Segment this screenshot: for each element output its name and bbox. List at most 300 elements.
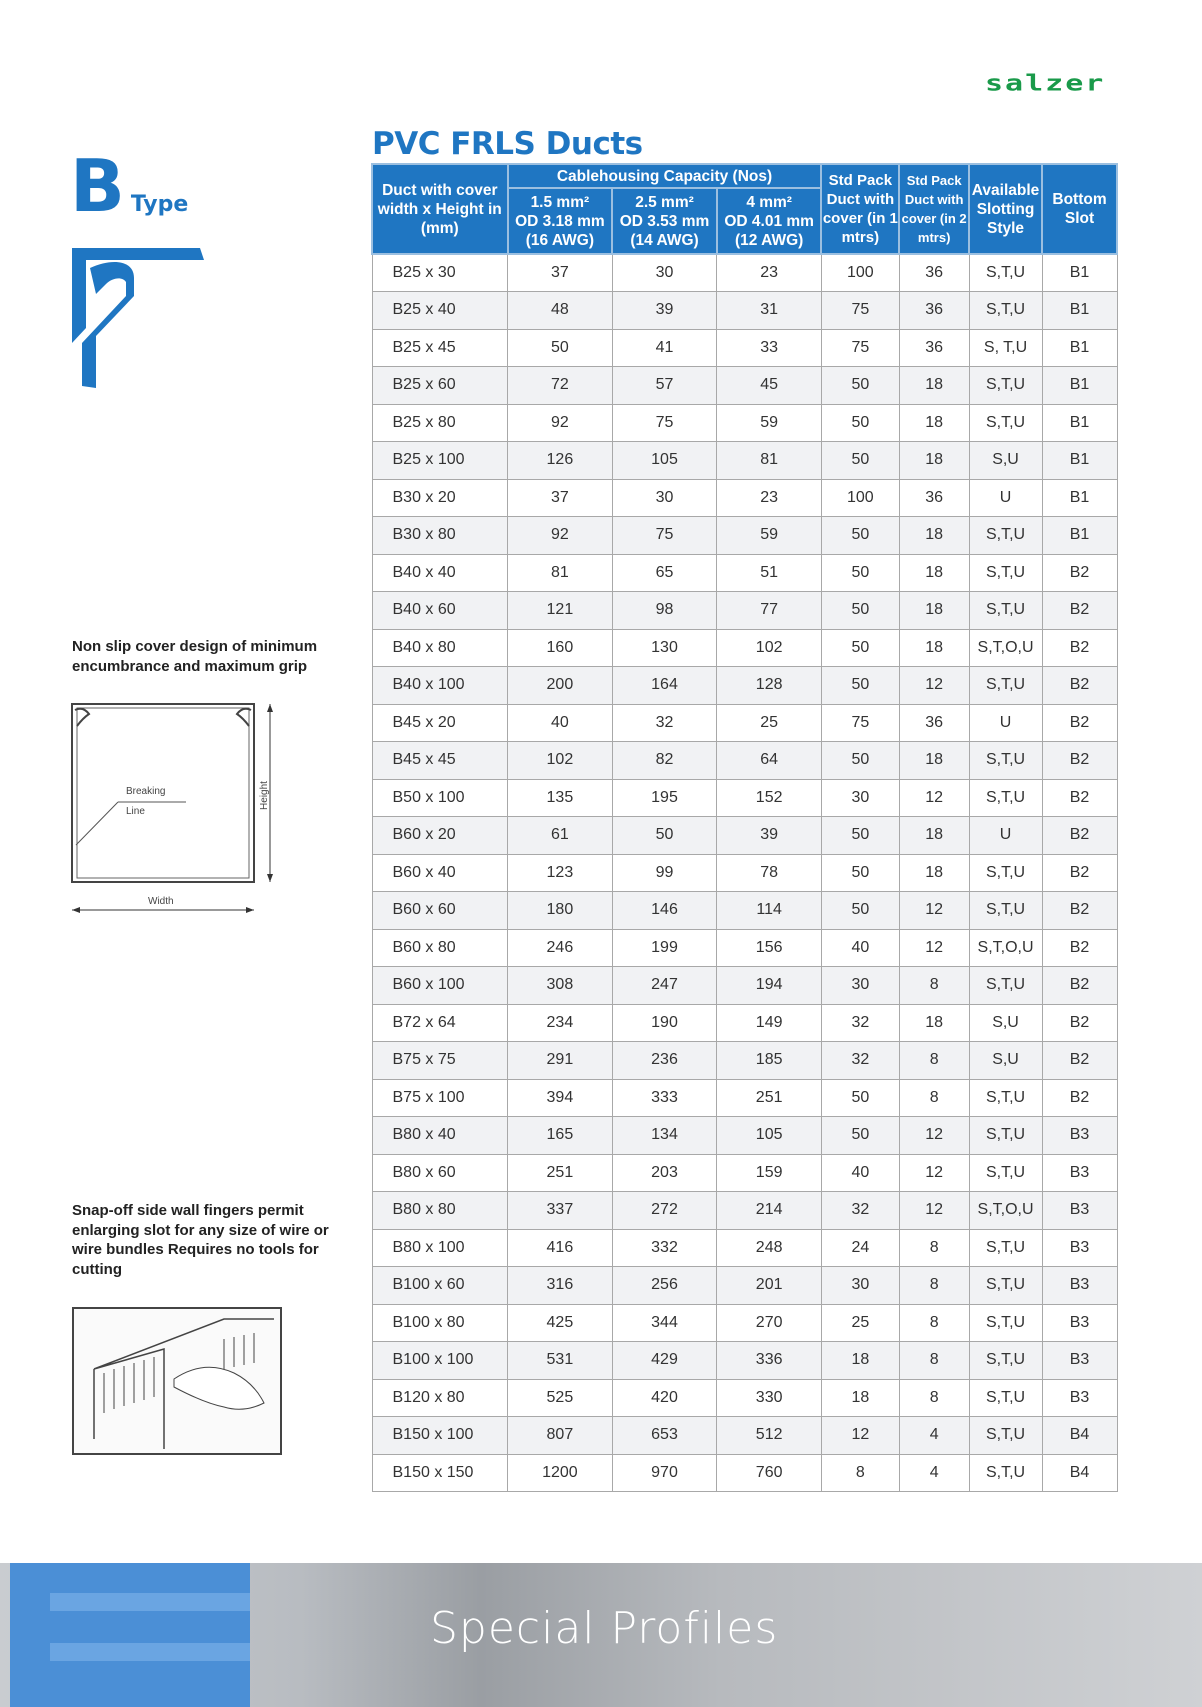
cell-cap-1-5mm: 126 (508, 442, 613, 480)
cell-pack-2m: 18 (899, 517, 969, 555)
cell-duct-size: B100 x 100 (372, 1342, 508, 1380)
cell-slotting-style: S,T,U (969, 1417, 1042, 1455)
cell-bottom-slot: B1 (1042, 442, 1117, 480)
header-duct: Duct with cover width x Height in (mm) (372, 164, 508, 254)
table-row (372, 254, 1117, 292)
banner-title: Special Profiles (430, 1603, 779, 1654)
cell-slotting-style: S,T,U (969, 554, 1042, 592)
cell-cap-4mm: 149 (717, 1004, 822, 1042)
cell-bottom-slot: B1 (1042, 292, 1117, 330)
cell-bottom-slot: B2 (1042, 967, 1117, 1005)
cell-duct-size: B60 x 40 (372, 854, 508, 892)
cell-cap-2-5mm: 39 (612, 292, 717, 330)
blue-profile-image (10, 1563, 250, 1707)
cell-cap-1-5mm: 92 (508, 517, 613, 555)
cell-duct-size: B50 x 100 (372, 779, 508, 817)
cell-slotting-style: S,T,U (969, 1229, 1042, 1267)
cell-cap-1-5mm: 291 (508, 1042, 613, 1080)
cell-cap-2-5mm: 236 (612, 1042, 717, 1080)
cell-cap-2-5mm: 75 (612, 404, 717, 442)
duct-profile-icon (72, 248, 204, 388)
cell-pack-1m: 50 (821, 854, 899, 892)
cell-bottom-slot: B3 (1042, 1117, 1117, 1155)
cell-pack-2m: 8 (899, 967, 969, 1005)
cell-bottom-slot: B3 (1042, 1304, 1117, 1342)
cell-cap-1-5mm: 308 (508, 967, 613, 1005)
table-row (372, 1229, 1117, 1267)
cell-duct-size: B45 x 20 (372, 704, 508, 742)
cell-cap-2-5mm: 99 (612, 854, 717, 892)
cell-cap-1-5mm: 180 (508, 892, 613, 930)
table-row (372, 329, 1117, 367)
cell-pack-1m: 8 (821, 1454, 899, 1492)
cell-cap-2-5mm: 195 (612, 779, 717, 817)
cell-cap-4mm: 194 (717, 967, 822, 1005)
cell-cap-4mm: 31 (717, 292, 822, 330)
cell-cap-1-5mm: 1200 (508, 1454, 613, 1492)
cell-bottom-slot: B3 (1042, 1154, 1117, 1192)
cell-cap-1-5mm: 200 (508, 667, 613, 705)
cell-cap-1-5mm: 165 (508, 1117, 613, 1155)
table-row (372, 742, 1117, 780)
cell-bottom-slot: B3 (1042, 1342, 1117, 1380)
cell-bottom-slot: B4 (1042, 1417, 1117, 1455)
cell-cap-1-5mm: 37 (508, 254, 613, 292)
table-row (372, 1079, 1117, 1117)
cell-pack-1m: 32 (821, 1192, 899, 1230)
b-type-label (70, 144, 189, 228)
cell-slotting-style: S,T,U (969, 367, 1042, 405)
cell-duct-size: B25 x 30 (372, 254, 508, 292)
cell-pack-1m: 50 (821, 367, 899, 405)
cell-duct-size: B30 x 20 (372, 479, 508, 517)
cell-cap-2-5mm: 272 (612, 1192, 717, 1230)
cell-cap-2-5mm: 30 (612, 254, 717, 292)
cell-duct-size: B80 x 80 (372, 1192, 508, 1230)
cell-pack-2m: 8 (899, 1379, 969, 1417)
cell-slotting-style: S,T,U (969, 1154, 1042, 1192)
cell-cap-4mm: 248 (717, 1229, 822, 1267)
cell-pack-1m: 50 (821, 742, 899, 780)
cell-cap-4mm: 330 (717, 1379, 822, 1417)
cell-pack-2m: 18 (899, 404, 969, 442)
cell-pack-2m: 18 (899, 742, 969, 780)
line-label: Line (126, 806, 145, 817)
table-row (372, 779, 1117, 817)
cell-slotting-style: S,T,U (969, 854, 1042, 892)
cell-cap-4mm: 102 (717, 629, 822, 667)
cell-slotting-style: U (969, 704, 1042, 742)
cell-cap-2-5mm: 32 (612, 704, 717, 742)
cell-cap-4mm: 105 (717, 1117, 822, 1155)
header-capacity-group: Cablehousing Capacity (Nos) (508, 164, 822, 188)
cell-cap-4mm: 128 (717, 667, 822, 705)
cell-cap-2-5mm: 256 (612, 1267, 717, 1305)
salzer-logo: salzer (985, 70, 1106, 97)
cell-cap-1-5mm: 525 (508, 1379, 613, 1417)
cell-cap-2-5mm: 130 (612, 629, 717, 667)
cell-cap-2-5mm: 653 (612, 1417, 717, 1455)
cell-cap-1-5mm: 123 (508, 854, 613, 892)
cell-bottom-slot: B2 (1042, 779, 1117, 817)
cell-pack-2m: 8 (899, 1304, 969, 1342)
cell-pack-1m: 50 (821, 404, 899, 442)
cell-duct-size: B40 x 80 (372, 629, 508, 667)
table-row (372, 1379, 1117, 1417)
table-row (372, 404, 1117, 442)
header-2-5mm: 2.5 mm² OD 3.53 mm (14 AWG) (612, 188, 717, 254)
table-row (372, 854, 1117, 892)
cell-duct-size: B60 x 80 (372, 929, 508, 967)
cell-pack-1m: 25 (821, 1304, 899, 1342)
cell-cap-2-5mm: 199 (612, 929, 717, 967)
cell-duct-size: B120 x 80 (372, 1379, 508, 1417)
cell-cap-4mm: 39 (717, 817, 822, 855)
header-pack-2m: Std Pack Duct with cover (in 2 mtrs) (899, 164, 969, 254)
cell-cap-4mm: 251 (717, 1079, 822, 1117)
cell-duct-size: B80 x 40 (372, 1117, 508, 1155)
cell-pack-1m: 50 (821, 554, 899, 592)
cell-cap-1-5mm: 48 (508, 292, 613, 330)
cell-cap-2-5mm: 344 (612, 1304, 717, 1342)
table-row (372, 1304, 1117, 1342)
cell-cap-4mm: 512 (717, 1417, 822, 1455)
cell-cap-2-5mm: 146 (612, 892, 717, 930)
cell-pack-2m: 36 (899, 329, 969, 367)
cell-cap-2-5mm: 429 (612, 1342, 717, 1380)
cell-pack-2m: 36 (899, 292, 969, 330)
header-pack-1m: Std Pack Duct with cover (in 1 mtrs) (821, 164, 899, 254)
table-row (372, 1154, 1117, 1192)
cell-cap-1-5mm: 102 (508, 742, 613, 780)
cell-pack-2m: 8 (899, 1042, 969, 1080)
cell-pack-2m: 12 (899, 1192, 969, 1230)
snap-off-note: Snap-off side wall fingers permit enlarging slot for any size of wire or wire bundles Requires no tools for cutting (72, 1202, 329, 1278)
table-row (372, 1042, 1117, 1080)
cell-slotting-style: S,T,U (969, 779, 1042, 817)
cell-cap-1-5mm: 531 (508, 1342, 613, 1380)
cell-bottom-slot: B2 (1042, 929, 1117, 967)
header-4mm: 4 mm² OD 4.01 mm (12 AWG) (717, 188, 822, 254)
cell-cap-2-5mm: 41 (612, 329, 717, 367)
special-profiles-banner (0, 1563, 1202, 1707)
cell-cap-4mm: 81 (717, 442, 822, 480)
cell-pack-1m: 18 (821, 1342, 899, 1380)
cell-slotting-style: S,T,U (969, 967, 1042, 1005)
cell-cap-2-5mm: 105 (612, 442, 717, 480)
type-letter: B (70, 144, 125, 228)
cell-bottom-slot: B2 (1042, 704, 1117, 742)
cell-cap-2-5mm: 75 (612, 517, 717, 555)
cell-bottom-slot: B1 (1042, 404, 1117, 442)
cell-pack-1m: 18 (821, 1379, 899, 1417)
cell-cap-1-5mm: 234 (508, 1004, 613, 1042)
cell-cap-2-5mm: 420 (612, 1379, 717, 1417)
cell-pack-2m: 18 (899, 817, 969, 855)
cell-duct-size: B75 x 75 (372, 1042, 508, 1080)
cell-bottom-slot: B1 (1042, 479, 1117, 517)
cell-pack-1m: 30 (821, 1267, 899, 1305)
cell-cap-2-5mm: 247 (612, 967, 717, 1005)
cell-duct-size: B100 x 80 (372, 1304, 508, 1342)
cell-pack-1m: 100 (821, 479, 899, 517)
cell-duct-size: B40 x 40 (372, 554, 508, 592)
cell-cap-1-5mm: 92 (508, 404, 613, 442)
cell-duct-size: B150 x 150 (372, 1454, 508, 1492)
table-row (372, 667, 1117, 705)
cell-slotting-style: S,T,U (969, 667, 1042, 705)
table-row (372, 1342, 1117, 1380)
cell-pack-1m: 50 (821, 1117, 899, 1155)
cell-bottom-slot: B2 (1042, 1004, 1117, 1042)
cell-cap-1-5mm: 416 (508, 1229, 613, 1267)
cell-pack-1m: 50 (821, 667, 899, 705)
cell-pack-1m: 50 (821, 1079, 899, 1117)
cell-cap-4mm: 159 (717, 1154, 822, 1192)
cell-slotting-style: S,T,O,U (969, 929, 1042, 967)
table-row (372, 292, 1117, 330)
cell-slotting-style: S,T,O,U (969, 1192, 1042, 1230)
cell-cap-1-5mm: 425 (508, 1304, 613, 1342)
cell-cap-1-5mm: 337 (508, 1192, 613, 1230)
table-row (372, 479, 1117, 517)
cell-cap-2-5mm: 98 (612, 592, 717, 630)
cell-cap-4mm: 185 (717, 1042, 822, 1080)
cell-pack-1m: 50 (821, 442, 899, 480)
cell-duct-size: B30 x 80 (372, 517, 508, 555)
cell-bottom-slot: B1 (1042, 367, 1117, 405)
cell-cap-4mm: 45 (717, 367, 822, 405)
cell-cap-4mm: 336 (717, 1342, 822, 1380)
cell-bottom-slot: B1 (1042, 329, 1117, 367)
cell-pack-2m: 12 (899, 892, 969, 930)
cell-slotting-style: S,T,U (969, 1454, 1042, 1492)
cell-duct-size: B150 x 100 (372, 1417, 508, 1455)
cell-duct-size: B100 x 60 (372, 1267, 508, 1305)
cell-bottom-slot: B3 (1042, 1229, 1117, 1267)
table-row (372, 1454, 1117, 1492)
cell-pack-1m: 50 (821, 517, 899, 555)
cell-slotting-style: S, T,U (969, 329, 1042, 367)
cell-cap-2-5mm: 333 (612, 1079, 717, 1117)
cell-duct-size: B60 x 100 (372, 967, 508, 1005)
cell-slotting-style: S,T,U (969, 1267, 1042, 1305)
cell-pack-1m: 40 (821, 1154, 899, 1192)
cell-slotting-style: S,U (969, 1042, 1042, 1080)
cell-cap-4mm: 59 (717, 404, 822, 442)
cell-cap-2-5mm: 134 (612, 1117, 717, 1155)
cell-pack-1m: 12 (821, 1417, 899, 1455)
table-row (372, 892, 1117, 930)
cell-pack-1m: 75 (821, 329, 899, 367)
table-row (372, 1417, 1117, 1455)
cell-cap-1-5mm: 807 (508, 1417, 613, 1455)
cell-cap-4mm: 64 (717, 742, 822, 780)
cell-slotting-style: S,T,U (969, 1079, 1042, 1117)
cell-pack-2m: 4 (899, 1454, 969, 1492)
cell-pack-2m: 36 (899, 479, 969, 517)
cell-slotting-style: S,T,U (969, 404, 1042, 442)
cell-cap-1-5mm: 121 (508, 592, 613, 630)
cell-duct-size: B75 x 100 (372, 1079, 508, 1117)
type-word: Type (130, 192, 189, 217)
cell-slotting-style: S,T,U (969, 1379, 1042, 1417)
cell-pack-2m: 18 (899, 592, 969, 630)
cell-slotting-style: S,T,O,U (969, 629, 1042, 667)
cell-cap-4mm: 23 (717, 254, 822, 292)
cell-cap-2-5mm: 190 (612, 1004, 717, 1042)
cell-bottom-slot: B2 (1042, 817, 1117, 855)
cell-pack-2m: 18 (899, 367, 969, 405)
duct-cross-section-diagram (70, 700, 290, 925)
cell-pack-2m: 8 (899, 1229, 969, 1267)
cell-pack-2m: 18 (899, 629, 969, 667)
cell-bottom-slot: B2 (1042, 592, 1117, 630)
cell-duct-size: B25 x 45 (372, 329, 508, 367)
cell-cap-4mm: 214 (717, 1192, 822, 1230)
snap-off-illustration (72, 1307, 282, 1455)
cell-bottom-slot: B2 (1042, 892, 1117, 930)
cell-cap-2-5mm: 332 (612, 1229, 717, 1267)
cell-pack-2m: 18 (899, 1004, 969, 1042)
cell-slotting-style: U (969, 817, 1042, 855)
cell-pack-1m: 24 (821, 1229, 899, 1267)
cell-cap-1-5mm: 50 (508, 329, 613, 367)
cell-slotting-style: S,U (969, 442, 1042, 480)
cell-bottom-slot: B2 (1042, 742, 1117, 780)
cell-duct-size: B40 x 100 (372, 667, 508, 705)
cell-slotting-style: S,T,U (969, 292, 1042, 330)
table-row (372, 592, 1117, 630)
cell-cap-2-5mm: 82 (612, 742, 717, 780)
cell-pack-2m: 18 (899, 442, 969, 480)
cell-bottom-slot: B2 (1042, 667, 1117, 705)
table-row (372, 554, 1117, 592)
cell-cap-1-5mm: 135 (508, 779, 613, 817)
cell-pack-2m: 18 (899, 854, 969, 892)
cell-bottom-slot: B2 (1042, 1079, 1117, 1117)
cell-cap-4mm: 760 (717, 1454, 822, 1492)
cell-slotting-style: S,T,U (969, 1304, 1042, 1342)
table-row (372, 629, 1117, 667)
table-row (372, 967, 1117, 1005)
cell-cap-4mm: 51 (717, 554, 822, 592)
hand-duct-icon (74, 1309, 280, 1453)
cell-cap-4mm: 23 (717, 479, 822, 517)
table-row (372, 817, 1117, 855)
cell-bottom-slot: B1 (1042, 254, 1117, 292)
table-row (372, 1117, 1117, 1155)
height-label: Height (258, 781, 270, 810)
cell-bottom-slot: B2 (1042, 854, 1117, 892)
cell-bottom-slot: B2 (1042, 1042, 1117, 1080)
cell-pack-1m: 30 (821, 967, 899, 1005)
table-row (372, 367, 1117, 405)
cell-bottom-slot: B4 (1042, 1454, 1117, 1492)
cell-slotting-style: S,T,U (969, 254, 1042, 292)
cell-cap-1-5mm: 251 (508, 1154, 613, 1192)
cell-cap-2-5mm: 203 (612, 1154, 717, 1192)
cell-pack-1m: 50 (821, 892, 899, 930)
cell-pack-2m: 8 (899, 1267, 969, 1305)
cell-cap-4mm: 270 (717, 1304, 822, 1342)
cell-cap-4mm: 152 (717, 779, 822, 817)
cell-pack-1m: 75 (821, 704, 899, 742)
cell-cap-4mm: 33 (717, 329, 822, 367)
cell-duct-size: B60 x 20 (372, 817, 508, 855)
cell-cap-1-5mm: 40 (508, 704, 613, 742)
cell-duct-size: B25 x 60 (372, 367, 508, 405)
cell-duct-size: B80 x 60 (372, 1154, 508, 1192)
cell-pack-2m: 12 (899, 667, 969, 705)
cell-cap-4mm: 114 (717, 892, 822, 930)
table-row (372, 517, 1117, 555)
cell-duct-size: B25 x 40 (372, 292, 508, 330)
cell-cap-1-5mm: 160 (508, 629, 613, 667)
cell-cap-2-5mm: 164 (612, 667, 717, 705)
cell-pack-2m: 12 (899, 929, 969, 967)
cell-pack-1m: 50 (821, 817, 899, 855)
cell-slotting-style: S,T,U (969, 742, 1042, 780)
cell-slotting-style: S,U (969, 1004, 1042, 1042)
cell-pack-1m: 50 (821, 629, 899, 667)
cell-pack-1m: 32 (821, 1042, 899, 1080)
cell-duct-size: B40 x 60 (372, 592, 508, 630)
width-label: Width (148, 896, 174, 907)
cell-bottom-slot: B2 (1042, 629, 1117, 667)
cross-section-icon (70, 700, 290, 920)
cell-bottom-slot: B3 (1042, 1379, 1117, 1417)
table-row (372, 929, 1117, 967)
header-bottom-slot: Bottom Slot (1042, 164, 1117, 254)
cell-pack-1m: 50 (821, 592, 899, 630)
cell-pack-1m: 75 (821, 292, 899, 330)
cell-pack-2m: 8 (899, 1342, 969, 1380)
header-1-5mm: 1.5 mm² OD 3.18 mm (16 AWG) (508, 188, 613, 254)
cell-pack-1m: 32 (821, 1004, 899, 1042)
cell-pack-1m: 100 (821, 254, 899, 292)
cell-pack-2m: 18 (899, 554, 969, 592)
cell-cap-2-5mm: 57 (612, 367, 717, 405)
cell-pack-2m: 36 (899, 704, 969, 742)
cell-duct-size: B72 x 64 (372, 1004, 508, 1042)
cell-bottom-slot: B3 (1042, 1267, 1117, 1305)
cell-bottom-slot: B1 (1042, 517, 1117, 555)
header-slotting: Available Slotting Style (969, 164, 1042, 254)
cell-slotting-style: S,T,U (969, 517, 1042, 555)
cell-cap-4mm: 201 (717, 1267, 822, 1305)
cell-bottom-slot: B2 (1042, 554, 1117, 592)
cell-cap-2-5mm: 65 (612, 554, 717, 592)
cell-pack-2m: 8 (899, 1079, 969, 1117)
table-row (372, 1192, 1117, 1230)
cell-cap-4mm: 78 (717, 854, 822, 892)
cell-slotting-style: S,T,U (969, 1117, 1042, 1155)
table-row (372, 442, 1117, 480)
page-title: PVC FRLS Ducts (372, 126, 643, 162)
breaking-label: Breaking (126, 786, 166, 797)
cell-slotting-style: S,T,U (969, 592, 1042, 630)
cell-pack-1m: 30 (821, 779, 899, 817)
cell-slotting-style: U (969, 479, 1042, 517)
cell-cap-1-5mm: 37 (508, 479, 613, 517)
cell-cap-4mm: 25 (717, 704, 822, 742)
cell-pack-2m: 12 (899, 1117, 969, 1155)
cell-pack-1m: 40 (821, 929, 899, 967)
cell-pack-2m: 36 (899, 254, 969, 292)
cell-cap-2-5mm: 50 (612, 817, 717, 855)
table-row (372, 1004, 1117, 1042)
